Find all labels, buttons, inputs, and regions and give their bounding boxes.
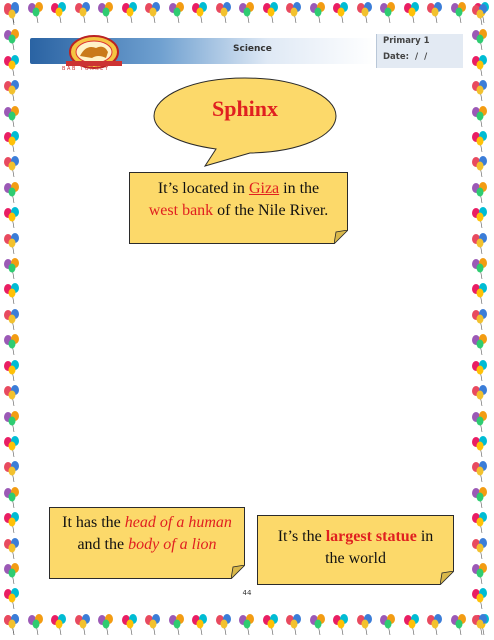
- balloon-icon: [425, 2, 445, 24]
- statue-highlight: largest statue: [325, 528, 417, 545]
- grade-label: Primary 1: [383, 36, 430, 46]
- balloon-icon: [2, 258, 22, 280]
- balloon-icon: [449, 614, 469, 636]
- balloon-icon: [2, 29, 22, 51]
- balloon-icon: [2, 106, 22, 128]
- balloon-icon: [2, 309, 22, 331]
- balloon-icon: [470, 309, 490, 331]
- balloon-icon: [470, 563, 490, 585]
- balloon-icon: [2, 55, 22, 77]
- balloon-icon: [470, 233, 490, 255]
- location-place: Giza: [248, 180, 280, 197]
- title-speech-bubble: [150, 76, 330, 168]
- subject-label: Science: [233, 44, 272, 54]
- balloon-icon: [96, 2, 116, 24]
- balloon-icon: [470, 156, 490, 178]
- balloon-icon: [470, 334, 490, 356]
- balloon-icon: [143, 614, 163, 636]
- balloon-icon: [470, 106, 490, 128]
- balloon-icon: [470, 80, 490, 102]
- balloon-icon: [470, 258, 490, 280]
- balloon-icon: [120, 2, 140, 24]
- date-field: [383, 52, 427, 62]
- balloon-icon: [96, 614, 116, 636]
- statue-text-2: in: [416, 528, 434, 545]
- balloon-icon: [2, 207, 22, 229]
- balloon-icon: [49, 2, 69, 24]
- balloon-icon: [2, 512, 22, 534]
- balloon-icon: [470, 4, 490, 26]
- balloon-icon: [120, 614, 140, 636]
- balloon-icon: [470, 487, 490, 509]
- balloon-icon: [449, 2, 469, 24]
- balloon-icon: [284, 614, 304, 636]
- body-highlight-1: head of a human: [124, 514, 232, 531]
- balloon-icon: [167, 2, 187, 24]
- date-label: Date:: [383, 52, 410, 62]
- location-text-1: It’s located in: [157, 180, 249, 197]
- note-location: [129, 172, 348, 244]
- statue-text-1: It’s the: [277, 528, 326, 545]
- location-text-2: in the: [279, 180, 320, 197]
- balloon-icon: [378, 2, 398, 24]
- balloon-icon: [190, 614, 210, 636]
- location-text-3: of the Nile River.: [213, 202, 329, 219]
- balloon-border-right: [470, 0, 492, 640]
- balloon-icon: [73, 2, 93, 24]
- balloon-icon: [470, 512, 490, 534]
- date-value: / /: [415, 52, 428, 62]
- balloon-icon: [355, 2, 375, 24]
- worksheet-header: [30, 30, 462, 74]
- balloon-icon: [470, 411, 490, 433]
- balloon-icon: [2, 563, 22, 585]
- balloon-icon: [261, 614, 281, 636]
- balloon-icon: [26, 2, 46, 24]
- balloon-icon: [49, 614, 69, 636]
- page-number: 44: [242, 589, 252, 597]
- balloon-icon: [2, 360, 22, 382]
- balloon-icon: [214, 2, 234, 24]
- balloon-icon: [470, 29, 490, 51]
- balloon-icon: [355, 614, 375, 636]
- balloon-icon: [2, 4, 22, 26]
- balloon-icon: [308, 2, 328, 24]
- fold-corner-icon: [231, 565, 245, 579]
- balloon-icon: [143, 2, 163, 24]
- balloon-icon: [2, 487, 22, 509]
- balloon-icon: [402, 2, 422, 24]
- balloon-icon: [2, 436, 22, 458]
- balloon-icon: [2, 131, 22, 153]
- balloon-icon: [237, 2, 257, 24]
- statue-text-3: the world: [325, 550, 386, 567]
- balloon-icon: [470, 461, 490, 483]
- balloon-icon: [470, 182, 490, 204]
- balloon-icon: [73, 614, 93, 636]
- balloon-icon: [2, 385, 22, 407]
- balloon-icon: [167, 614, 187, 636]
- balloon-icon: [402, 614, 422, 636]
- page-title: Sphinx: [211, 96, 279, 121]
- grade-date-box: [376, 34, 463, 68]
- balloon-icon: [26, 614, 46, 636]
- balloon-icon: [331, 2, 351, 24]
- balloon-icon: [2, 538, 22, 560]
- balloon-icon: [331, 614, 351, 636]
- balloon-icon: [190, 2, 210, 24]
- balloon-icon: [2, 461, 22, 483]
- balloon-icon: [425, 614, 445, 636]
- balloon-icon: [470, 131, 490, 153]
- balloon-icon: [470, 385, 490, 407]
- balloon-icon: [2, 80, 22, 102]
- note-body: [49, 507, 245, 579]
- balloon-icon: [470, 538, 490, 560]
- note-statue: [257, 515, 454, 585]
- balloon-icon: [2, 614, 22, 636]
- speech-bubble-shape: [150, 76, 340, 168]
- balloon-icon: [2, 156, 22, 178]
- balloon-border-bottom: [0, 614, 494, 638]
- balloon-icon: [284, 2, 304, 24]
- balloon-icon: [470, 207, 490, 229]
- balloon-icon: [2, 411, 22, 433]
- balloon-icon: [378, 614, 398, 636]
- balloon-icon: [470, 55, 490, 77]
- balloon-icon: [2, 334, 22, 356]
- fold-corner-icon: [440, 571, 454, 585]
- balloon-icon: [470, 436, 490, 458]
- balloon-icon: [2, 233, 22, 255]
- balloon-border-top: [0, 2, 494, 26]
- balloon-icon: [261, 2, 281, 24]
- fold-corner-icon: [334, 230, 348, 244]
- balloon-icon: [2, 182, 22, 204]
- balloon-icon: [214, 614, 234, 636]
- balloon-icon: [470, 283, 490, 305]
- balloon-icon: [470, 360, 490, 382]
- body-text-2: and the: [77, 536, 129, 553]
- balloon-border-left: [2, 0, 24, 640]
- balloon-icon: [2, 283, 22, 305]
- balloon-icon: [308, 614, 328, 636]
- body-text-1: It has the: [62, 514, 125, 531]
- location-highlight: west bank: [148, 202, 214, 219]
- body-highlight-2: body of a lion: [128, 536, 217, 553]
- balloon-icon: [237, 614, 257, 636]
- balloon-icon: [470, 614, 490, 636]
- school-banner-text: BAB TURKEY: [62, 66, 110, 72]
